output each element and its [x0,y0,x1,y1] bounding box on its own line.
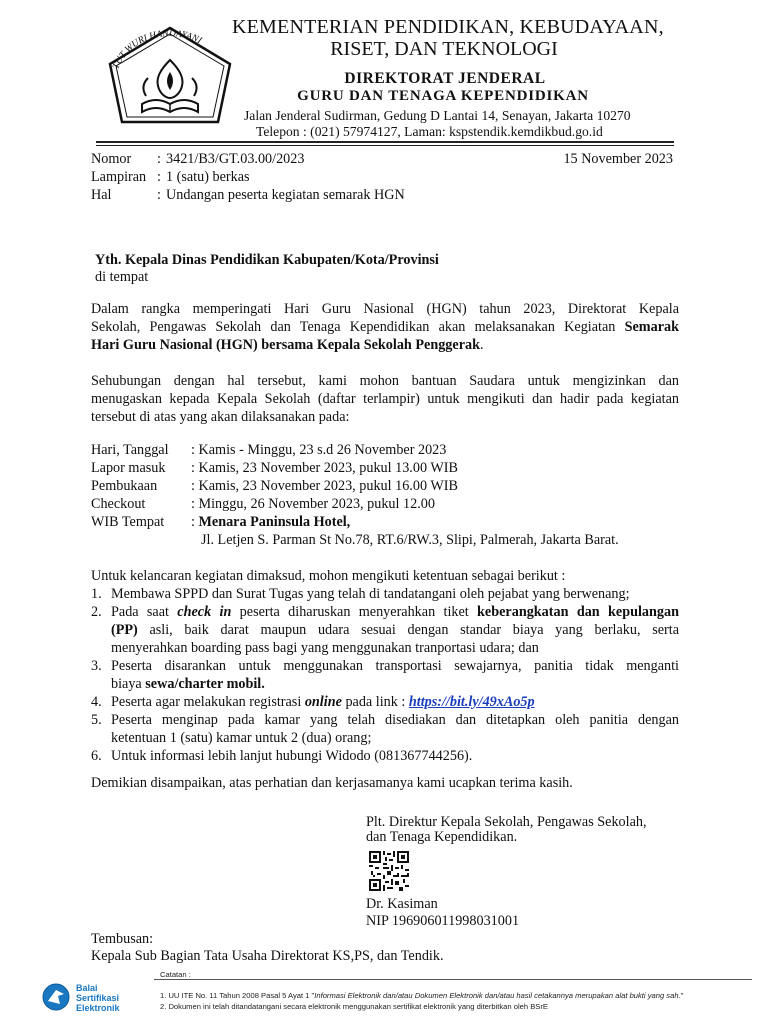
ticket-type: keberangkatan dan kepulangan [477,604,679,620]
detail-value: : Minggu, 26 November 2023, pukul 12.00 [191,496,435,512]
provision-2-text-f: asli, baik darat maupun udara sesuai dengan standar biaya yang berlaku, serta [137,622,679,638]
detail-value [191,513,350,531]
detail-label: Lapor masuk [91,460,166,476]
nomor-colon: : [157,151,161,167]
hal-colon: : [157,187,161,203]
list-number: 2. [91,604,102,620]
paragraph-intro-line2-text: Sekolah, Pengawas Sekolah dan Tenaga Kependidikan akan melaksanakan Kegiatan [91,319,625,335]
detail-label: Pembukaan [91,478,158,494]
paragraph-request-line2: menugaskan kepada Kepala Sekolah (daftar terlampir) untuk mengikuti dan hadir pada kegiatan [91,391,679,407]
online-term: online [304,694,342,710]
ministry-name-line2: RISET, DAN TEKNOLOGI [330,38,558,60]
event-name-part1: Semarak [624,319,679,335]
paragraph-request-line1: Sehubungan dengan hal tersebut, kami mohon bantuan Saudara untuk mengizinkan dan [91,373,679,389]
charter-term: sewa/charter mobil. [145,676,265,692]
closing-sentence: Demikian disampaikan, atas perhatian dan kerjasamanya kami ucapkan terima kasih. [91,775,573,791]
detail-label: Hari, Tanggal [91,442,169,458]
bsre-line1: Balai [76,983,98,993]
list-number: 6. [91,748,102,764]
nomor-value: 3421/B3/GT.03.00/2023 [166,151,305,167]
footer-note-1-c: " [680,991,684,1000]
detail-value: : Kamis, 23 November 2023, pukul 13.00 WIB [191,460,458,476]
detail-label: WIB Tempat [91,514,165,530]
list-number: 5. [91,712,102,728]
letter-meta [0,150,768,206]
footer-note-1-quote: Informasi Elektronik dan/atau Dokumen Elektronik dan/atau hasil cetakannya merupakan alat bukti yang sah. [314,991,681,1000]
registration-link[interactable]: https://bit.ly/49xAo5p [408,694,535,710]
tut-wuri-handayani-logo [96,20,244,130]
recipient-title: Yth. Kepala Dinas Pendidikan Kabupaten/Kota/Provinsi [95,252,439,268]
provision-4-line [111,693,679,711]
event-name-part2: Hari Guru Nasional (HGN) bersama Kepala Sekolah Penggerak [91,337,480,353]
list-number: 1. [91,586,102,602]
provision-6-text: Untuk informasi lebih lanjut hubungi Widodo (081367744256). [111,748,473,764]
provisions-intro: Untuk kelancaran kegiatan dimaksud, mohon mengikuti ketentuan sebagai berikut : [91,568,566,584]
pp-term: (PP) [111,622,138,638]
provision-2-line1 [111,603,679,621]
list-item [91,693,679,711]
footer-note-2: 2. Dokumen ini telah ditandatangani secara elektronik menggunakan sertifikat elektronik yang diterbitkan oleh BSrE [160,1002,548,1011]
list-item [91,585,679,603]
hal-label: Hal [91,187,112,203]
paragraph-intro-line3 [91,336,679,354]
footer-note-1 [160,991,683,1000]
directorate-line2: GURU DAN TENAGA KEPENDIDIKAN [297,88,589,104]
list-item [91,711,679,747]
provision-2-line3: menyerahkan boarding pass bagi yang menggunakan tranportasi udara; dan [111,640,539,656]
lampiran-value: 1 (satu) berkas [166,169,250,185]
lampiran-label: Lampiran [91,169,147,185]
nomor-label: Nomor [91,151,132,167]
signatory-name: Dr. Kasiman [366,896,438,912]
cc-item: Kepala Sub Bagian Tata Usaha Direktorat KS,PS, dan Tendik. [91,948,444,964]
cc-label: Tembusan: [91,931,154,947]
provision-3-line2 [111,675,679,693]
letterhead-rule-thin [96,145,674,146]
detail-label: Checkout [91,496,146,512]
provisions-list [91,585,679,765]
letter-date: 15 November 2023 [563,151,673,167]
letterhead-rule-thick [96,141,674,143]
paragraph-intro-line2 [91,318,679,336]
provision-2-text-a: Pada saat [111,604,178,620]
signatory-title-line1: Plt. Direktur Kepala Sekolah, Pengawas Sekolah, [366,814,647,830]
footer-note-1-a: 1. UU ITE No. 11 Tahun 2008 Pasal 5 Ayat 1 " [160,991,315,1000]
provision-2-text-c: peserta diharuskan menyerahkan tiket [231,604,478,620]
list-number: 4. [91,694,102,710]
list-number: 3. [91,658,102,674]
venue-name: Menara Paninsula Hotel, [198,514,351,530]
provision-3-line1: Peserta disarankan untuk menggunakan transportasi sewajarnya, panitia tidak menganti [111,658,679,674]
list-item [91,657,679,693]
provision-1-text: Membawa SPPD dan Surat Tugas yang telah di tandatangani oleh pejabat yang berwenang; [111,586,630,602]
paragraph-request [91,372,679,426]
letterhead-address: Jalan Jenderal Sudirman, Gedung D Lantai 14, Senayan, Jakarta 10270 [244,108,631,123]
recipient-location: di tempat [95,269,149,285]
venue-address: Jl. Letjen S. Parman St No.78, RT.6/RW.3, Slipi, Palmerah, Jakarta Barat. [201,532,619,548]
ministry-name-line1: KEMENTERIAN PENDIDIKAN, KEBUDAYAAN, [232,16,664,38]
check-in-term: check in [177,604,232,620]
qr-code-icon [369,851,409,891]
list-item [91,747,679,765]
bsre-logo-icon [40,982,72,1012]
directorate-line1: DIREKTORAT JENDERAL [344,70,546,87]
provision-5-line2: ketentuan 1 (satu) kamar untuk 2 (dua) orang; [111,730,372,746]
provision-2-line2 [111,621,679,639]
provision-5-line1: Peserta menginap pada kamar yang telah disediakan dan ditetapkan oleh panitia dengan [111,712,679,728]
svg-text:TUT WURI HANDAYANI: TUT WURI HANDAYANI [111,28,204,71]
bsre-line2: Sertifikasi [76,993,120,1003]
letterhead-contact: Telepon : (021) 57974127, Laman: kspstendik.kemdikbud.go.id [256,124,603,139]
provision-4-text-c: pada link : [341,694,409,710]
bsre-line3: Elektronik [76,1003,120,1013]
hal-value: Undangan peserta kegiatan semarak HGN [166,187,405,203]
signatory-nip: NIP 196906011998031001 [366,913,520,929]
bsre-wordmark [76,983,120,1013]
list-item [91,603,679,657]
provision-4-text-a: Peserta agar melakukan registrasi [111,694,305,710]
paragraph-request-line3: tersebut di atas yang akan dilaksanakan pada: [91,409,350,425]
detail-value: : Kamis, 23 November 2023, pukul 16.00 WIB [191,478,458,494]
detail-value: : Kamis - Minggu, 23 s.d 26 November 2023 [191,442,447,458]
detail-value-prefix: : [191,514,199,530]
event-details [0,441,768,549]
paragraph-intro-period: . [479,337,484,353]
footer-catatan: Catatan : [160,970,191,979]
lampiran-colon: : [157,169,161,185]
footer-divider [154,979,752,980]
paragraph-intro [91,300,679,354]
signatory-title-line2: dan Tenaga Kependidikan. [366,829,518,845]
paragraph-intro-line1: Dalam rangka memperingati Hari Guru Nasional (HGN) tahun 2023, Direktorat Kepala [91,301,679,317]
provision-3-text-b: biaya [111,676,146,692]
